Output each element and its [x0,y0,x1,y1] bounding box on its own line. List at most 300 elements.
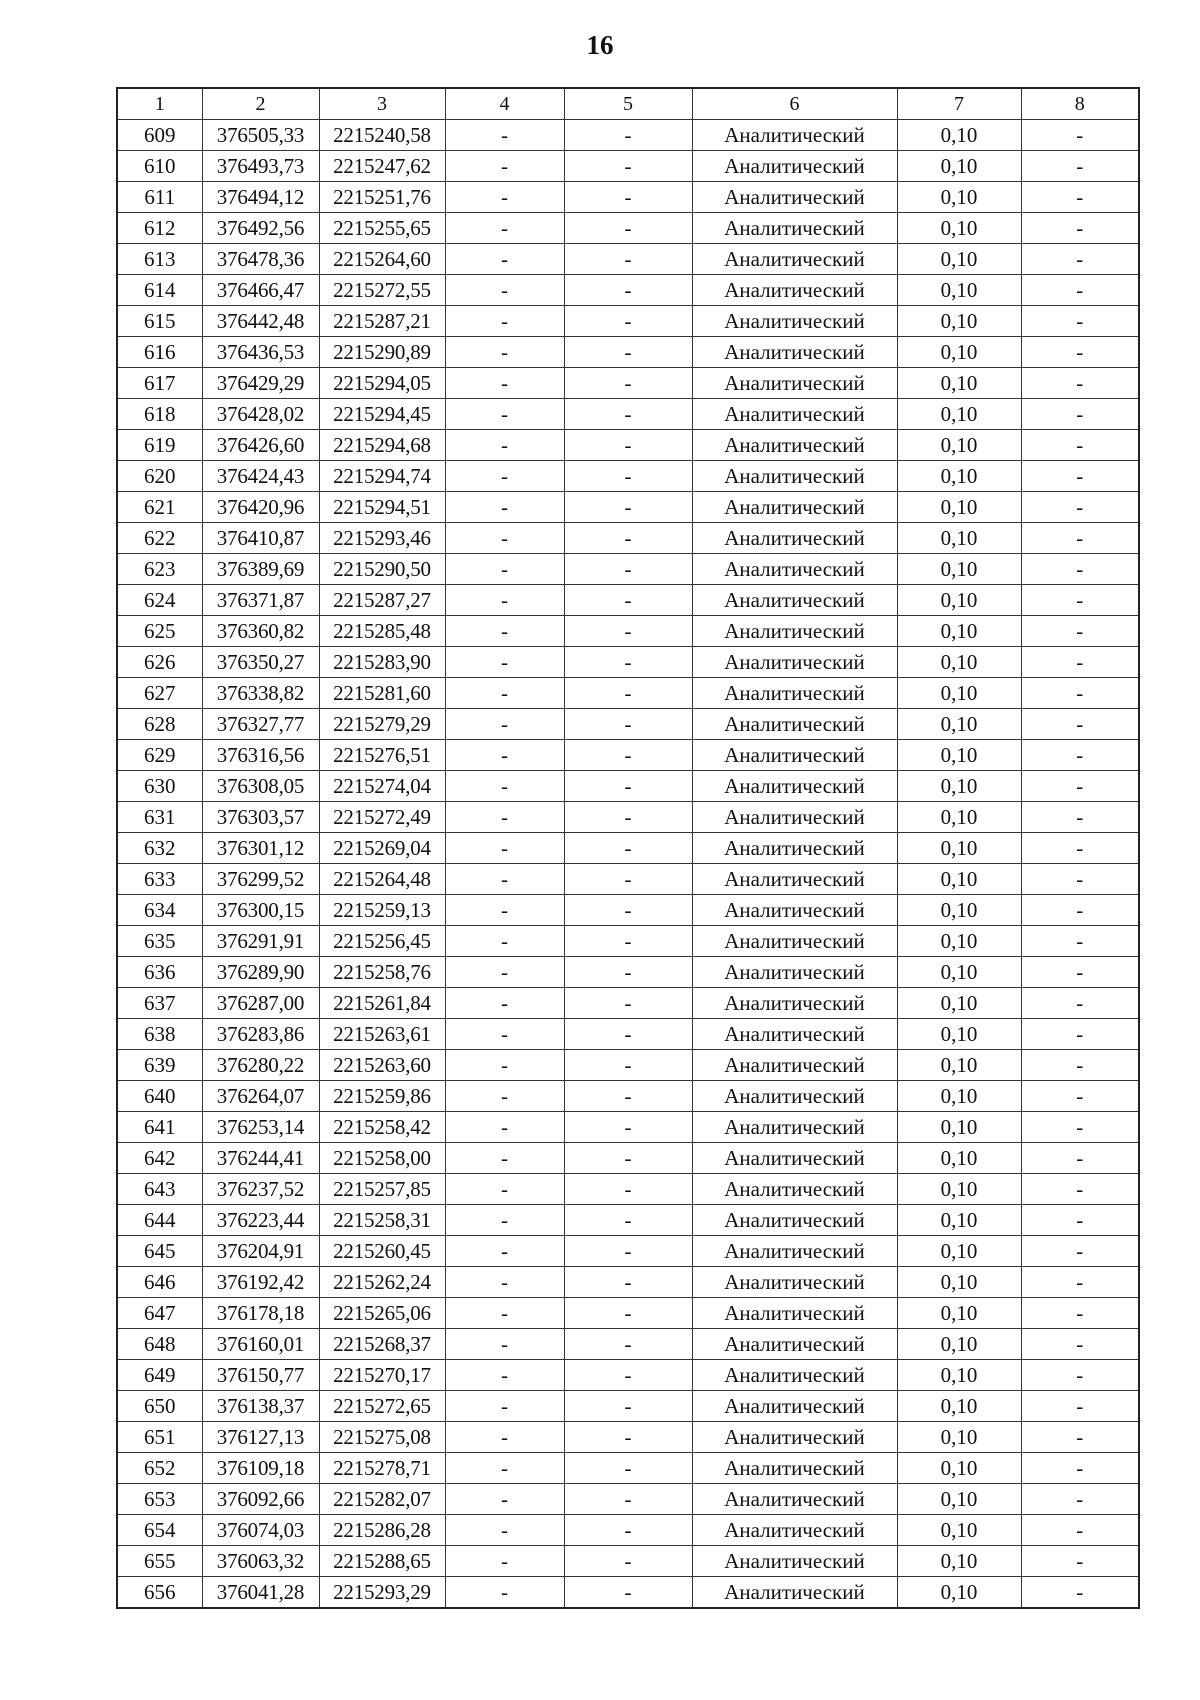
table-cell-col-7: 0,10 [897,1081,1021,1112]
table-cell-col-3: 2215276,51 [319,740,445,771]
table-cell-col-5: - [564,213,692,244]
table-cell-col-1: 651 [117,1422,202,1453]
table-header [117,88,1139,120]
table-cell-col-5: - [564,244,692,275]
table-row [117,647,1139,678]
table-cell-col-8: - [1021,554,1139,585]
table-cell-col-8: - [1021,337,1139,368]
table-cell-col-7: 0,10 [897,1236,1021,1267]
table-cell-col-7: 0,10 [897,1484,1021,1515]
table-row [117,1112,1139,1143]
header-cell-8: 8 [1021,88,1139,120]
table-cell-col-4: - [445,709,564,740]
table-cell-col-7: 0,10 [897,120,1021,151]
table-cell-col-7: 0,10 [897,399,1021,430]
table-cell-col-4: - [445,895,564,926]
table-cell-col-8: - [1021,740,1139,771]
table-cell-col-7: 0,10 [897,461,1021,492]
table-cell-col-8: - [1021,151,1139,182]
table-cell-col-4: - [445,1360,564,1391]
table-row [117,337,1139,368]
table-cell-col-1: 641 [117,1112,202,1143]
table-cell-col-3: 2215258,00 [319,1143,445,1174]
table-cell-col-3: 2215293,29 [319,1577,445,1609]
table-row [117,399,1139,430]
table-row [117,523,1139,554]
table-cell-col-5: - [564,1267,692,1298]
table-cell-col-3: 2215264,60 [319,244,445,275]
table-cell-col-1: 615 [117,306,202,337]
table-cell-col-4: - [445,1143,564,1174]
table-cell-col-2: 376428,02 [202,399,319,430]
table-cell-col-5: - [564,151,692,182]
table-cell-col-8: - [1021,368,1139,399]
table-cell-col-3: 2215294,68 [319,430,445,461]
table-cell-col-5: - [564,1143,692,1174]
table-row [117,616,1139,647]
table-cell-col-8: - [1021,1515,1139,1546]
table-cell-col-3: 2215288,65 [319,1546,445,1577]
table-row [117,740,1139,771]
table-cell-col-5: - [564,1081,692,1112]
table-cell-col-5: - [564,554,692,585]
table-cell-col-5: - [564,1236,692,1267]
table-cell-col-3: 2215279,29 [319,709,445,740]
table-cell-col-8: - [1021,926,1139,957]
table-cell-col-7: 0,10 [897,213,1021,244]
table-cell-col-3: 2215261,84 [319,988,445,1019]
table-cell-col-5: - [564,926,692,957]
table-cell-col-4: - [445,1391,564,1422]
header-cell-6: 6 [692,88,897,120]
table-cell-col-3: 2215274,04 [319,771,445,802]
table-cell-col-6: Аналитический [692,1081,897,1112]
table-cell-col-8: - [1021,864,1139,895]
table-cell-col-3: 2215247,62 [319,151,445,182]
table-cell-col-6: Аналитический [692,1546,897,1577]
table-cell-col-2: 376505,33 [202,120,319,151]
table-cell-col-6: Аналитический [692,399,897,430]
table-cell-col-4: - [445,864,564,895]
table-cell-col-8: - [1021,1174,1139,1205]
table-row [117,1143,1139,1174]
table-cell-col-1: 652 [117,1453,202,1484]
table-row [117,1577,1139,1609]
table-cell-col-4: - [445,1236,564,1267]
table-cell-col-4: - [445,1515,564,1546]
table-cell-col-1: 620 [117,461,202,492]
table-cell-col-6: Аналитический [692,988,897,1019]
table-cell-col-2: 376429,29 [202,368,319,399]
table-cell-col-7: 0,10 [897,1391,1021,1422]
table-cell-col-6: Аналитический [692,492,897,523]
table-cell-col-1: 626 [117,647,202,678]
table-row [117,244,1139,275]
table-cell-col-6: Аналитический [692,616,897,647]
table-cell-col-1: 635 [117,926,202,957]
table-cell-col-6: Аналитический [692,430,897,461]
table-cell-col-4: - [445,616,564,647]
table-cell-col-1: 645 [117,1236,202,1267]
table-cell-col-6: Аналитический [692,306,897,337]
table-cell-col-3: 2215259,86 [319,1081,445,1112]
table-cell-col-6: Аналитический [692,771,897,802]
table-cell-col-5: - [564,430,692,461]
table-cell-col-7: 0,10 [897,275,1021,306]
table-row [117,988,1139,1019]
table-cell-col-8: - [1021,1298,1139,1329]
table-cell-col-6: Аналитический [692,802,897,833]
table-cell-col-6: Аналитический [692,1453,897,1484]
table-cell-col-8: - [1021,1453,1139,1484]
table-cell-col-6: Аналитический [692,647,897,678]
table-cell-col-3: 2215290,89 [319,337,445,368]
table-cell-col-2: 376041,28 [202,1577,319,1609]
table-cell-col-8: - [1021,585,1139,616]
table-cell-col-3: 2215294,45 [319,399,445,430]
table-cell-col-1: 618 [117,399,202,430]
table-cell-col-6: Аналитический [692,1515,897,1546]
table-cell-col-6: Аналитический [692,1484,897,1515]
table-cell-col-8: - [1021,1236,1139,1267]
table-cell-col-1: 621 [117,492,202,523]
table-cell-col-8: - [1021,895,1139,926]
table-cell-col-2: 376300,15 [202,895,319,926]
table-cell-col-1: 627 [117,678,202,709]
table-cell-col-3: 2215294,51 [319,492,445,523]
table-cell-col-4: - [445,1329,564,1360]
table-cell-col-6: Аналитический [692,1577,897,1609]
table-cell-col-8: - [1021,523,1139,554]
table-cell-col-4: - [445,337,564,368]
table-cell-col-3: 2215258,42 [319,1112,445,1143]
table-cell-col-1: 653 [117,1484,202,1515]
table-cell-col-5: - [564,988,692,1019]
table-cell-col-5: - [564,802,692,833]
header-cell-1: 1 [117,88,202,120]
table-cell-col-3: 2215255,65 [319,213,445,244]
table-cell-col-4: - [445,492,564,523]
table-cell-col-8: - [1021,492,1139,523]
table-cell-col-7: 0,10 [897,182,1021,213]
table-cell-col-6: Аналитический [692,585,897,616]
table-cell-col-1: 619 [117,430,202,461]
table-cell-col-1: 648 [117,1329,202,1360]
table-row [117,895,1139,926]
table-row [117,585,1139,616]
table-cell-col-8: - [1021,1143,1139,1174]
table-cell-col-2: 376264,07 [202,1081,319,1112]
table-cell-col-7: 0,10 [897,337,1021,368]
table-cell-col-1: 623 [117,554,202,585]
table-cell-col-7: 0,10 [897,151,1021,182]
table-row [117,802,1139,833]
table-cell-col-3: 2215258,76 [319,957,445,988]
table-cell-col-7: 0,10 [897,678,1021,709]
table-cell-col-7: 0,10 [897,709,1021,740]
table-cell-col-6: Аналитический [692,461,897,492]
table-cell-col-2: 376420,96 [202,492,319,523]
table-cell-col-8: - [1021,1112,1139,1143]
table-cell-col-8: - [1021,182,1139,213]
table-cell-col-8: - [1021,1360,1139,1391]
table-cell-col-6: Аналитический [692,926,897,957]
table-cell-col-4: - [445,399,564,430]
table-cell-col-4: - [445,120,564,151]
table-cell-col-4: - [445,1050,564,1081]
table-cell-col-1: 631 [117,802,202,833]
table-cell-col-4: - [445,1081,564,1112]
table-cell-col-2: 376436,53 [202,337,319,368]
table-cell-col-3: 2215272,65 [319,1391,445,1422]
table-cell-col-6: Аналитический [692,833,897,864]
table-cell-col-2: 376192,42 [202,1267,319,1298]
table-cell-col-7: 0,10 [897,492,1021,523]
table-cell-col-7: 0,10 [897,771,1021,802]
table-cell-col-5: - [564,1453,692,1484]
table-cell-col-5: - [564,1050,692,1081]
table-cell-col-4: - [445,957,564,988]
table-cell-col-5: - [564,864,692,895]
table-cell-col-8: - [1021,1329,1139,1360]
table-row [117,1360,1139,1391]
table-cell-col-7: 0,10 [897,616,1021,647]
table-row [117,1422,1139,1453]
table-cell-col-5: - [564,461,692,492]
table-cell-col-2: 376494,12 [202,182,319,213]
table-cell-col-1: 639 [117,1050,202,1081]
table-cell-col-2: 376178,18 [202,1298,319,1329]
table-cell-col-8: - [1021,771,1139,802]
table-cell-col-6: Аналитический [692,957,897,988]
table-cell-col-6: Аналитический [692,1174,897,1205]
table-cell-col-1: 647 [117,1298,202,1329]
table-cell-col-8: - [1021,709,1139,740]
table-cell-col-4: - [445,430,564,461]
table-cell-col-1: 655 [117,1546,202,1577]
table-cell-col-6: Аналитический [692,554,897,585]
table-cell-col-3: 2215272,49 [319,802,445,833]
table-cell-col-2: 376492,56 [202,213,319,244]
table-cell-col-7: 0,10 [897,926,1021,957]
table-cell-col-3: 2215269,04 [319,833,445,864]
table-cell-col-4: - [445,585,564,616]
table-cell-col-8: - [1021,1391,1139,1422]
table-cell-col-5: - [564,895,692,926]
table-cell-col-5: - [564,492,692,523]
table-cell-col-6: Аналитический [692,1050,897,1081]
table-cell-col-4: - [445,461,564,492]
table-cell-col-7: 0,10 [897,1360,1021,1391]
table-cell-col-7: 0,10 [897,585,1021,616]
header-cell-4: 4 [445,88,564,120]
header-row [117,88,1139,120]
table-cell-col-7: 0,10 [897,864,1021,895]
table-cell-col-2: 376299,52 [202,864,319,895]
table-row [117,1081,1139,1112]
table-cell-col-4: - [445,1484,564,1515]
table-cell-col-8: - [1021,802,1139,833]
table-cell-col-6: Аналитический [692,1391,897,1422]
table-cell-col-2: 376442,48 [202,306,319,337]
table-row [117,771,1139,802]
table-cell-col-6: Аналитический [692,1143,897,1174]
table-cell-col-1: 624 [117,585,202,616]
table-row [117,1174,1139,1205]
table-cell-col-2: 376160,01 [202,1329,319,1360]
table-cell-col-8: - [1021,120,1139,151]
table-cell-col-6: Аналитический [692,1360,897,1391]
table-cell-col-1: 612 [117,213,202,244]
page-number: 16 [586,30,614,60]
table-cell-col-5: - [564,1298,692,1329]
table-cell-col-3: 2215264,48 [319,864,445,895]
table-cell-col-6: Аналитический [692,740,897,771]
header-cell-5: 5 [564,88,692,120]
table-cell-col-5: - [564,337,692,368]
table-cell-col-8: - [1021,1422,1139,1453]
table-cell-col-3: 2215287,27 [319,585,445,616]
table-cell-col-2: 376350,27 [202,647,319,678]
table-cell-col-1: 654 [117,1515,202,1546]
table-cell-col-1: 611 [117,182,202,213]
table-cell-col-1: 617 [117,368,202,399]
table-cell-col-7: 0,10 [897,895,1021,926]
table-row [117,275,1139,306]
table-cell-col-2: 376426,60 [202,430,319,461]
table-cell-col-6: Аналитический [692,1422,897,1453]
table-row [117,1050,1139,1081]
table-cell-col-3: 2215278,71 [319,1453,445,1484]
table-row [117,461,1139,492]
table-cell-col-5: - [564,678,692,709]
table-cell-col-6: Аналитический [692,275,897,306]
table-cell-col-6: Аналитический [692,244,897,275]
table-cell-col-1: 609 [117,120,202,151]
table-cell-col-2: 376303,57 [202,802,319,833]
table-cell-col-7: 0,10 [897,1422,1021,1453]
table-cell-col-6: Аналитический [692,368,897,399]
header-cell-7: 7 [897,88,1021,120]
table-cell-col-4: - [445,802,564,833]
table-cell-col-7: 0,10 [897,988,1021,1019]
table-cell-col-1: 638 [117,1019,202,1050]
table-cell-col-2: 376410,87 [202,523,319,554]
table-cell-col-2: 376283,86 [202,1019,319,1050]
table-cell-col-1: 650 [117,1391,202,1422]
table-row [117,1484,1139,1515]
table-cell-col-2: 376466,47 [202,275,319,306]
table-row [117,554,1139,585]
table-cell-col-2: 376287,00 [202,988,319,1019]
table-cell-col-6: Аналитический [692,120,897,151]
table-row [117,492,1139,523]
table-row [117,1298,1139,1329]
table-cell-col-6: Аналитический [692,1112,897,1143]
table-cell-col-7: 0,10 [897,1515,1021,1546]
table-cell-col-4: - [445,368,564,399]
table-cell-col-8: - [1021,244,1139,275]
table-cell-col-6: Аналитический [692,1019,897,1050]
table-cell-col-4: - [445,1112,564,1143]
table-cell-col-6: Аналитический [692,337,897,368]
table-cell-col-4: - [445,1267,564,1298]
table-cell-col-2: 376289,90 [202,957,319,988]
table-cell-col-5: - [564,1019,692,1050]
table-cell-col-1: 640 [117,1081,202,1112]
table-cell-col-3: 2215258,31 [319,1205,445,1236]
table-cell-col-5: - [564,120,692,151]
table-cell-col-3: 2215294,05 [319,368,445,399]
table-cell-col-2: 376237,52 [202,1174,319,1205]
table-cell-col-2: 376316,56 [202,740,319,771]
table-cell-col-1: 636 [117,957,202,988]
table-cell-col-7: 0,10 [897,1453,1021,1484]
table-cell-col-1: 630 [117,771,202,802]
table-row [117,368,1139,399]
table-cell-col-2: 376493,73 [202,151,319,182]
table-cell-col-8: - [1021,430,1139,461]
table-row [117,864,1139,895]
header-cell-2: 2 [202,88,319,120]
table-cell-col-6: Аналитический [692,864,897,895]
table-cell-col-3: 2215262,24 [319,1267,445,1298]
table-cell-col-2: 376389,69 [202,554,319,585]
table-cell-col-5: - [564,740,692,771]
table-cell-col-2: 376478,36 [202,244,319,275]
table-cell-col-8: - [1021,461,1139,492]
table-cell-col-1: 633 [117,864,202,895]
table-cell-col-1: 614 [117,275,202,306]
table-cell-col-7: 0,10 [897,244,1021,275]
table-row [117,1546,1139,1577]
table-cell-col-8: - [1021,988,1139,1019]
table-row [117,1391,1139,1422]
table-cell-col-3: 2215270,17 [319,1360,445,1391]
table-row [117,430,1139,461]
table-cell-col-6: Аналитический [692,182,897,213]
table-row [117,926,1139,957]
table-cell-col-3: 2215259,13 [319,895,445,926]
table-cell-col-7: 0,10 [897,554,1021,585]
table-cell-col-5: - [564,1515,692,1546]
table-cell-col-3: 2215268,37 [319,1329,445,1360]
table-cell-col-2: 376138,37 [202,1391,319,1422]
table-cell-col-2: 376280,22 [202,1050,319,1081]
table-cell-col-3: 2215286,28 [319,1515,445,1546]
table-cell-col-8: - [1021,1050,1139,1081]
table-cell-col-8: - [1021,1205,1139,1236]
table-cell-col-8: - [1021,678,1139,709]
table-cell-col-2: 376291,91 [202,926,319,957]
coordinates-table [116,87,1140,1609]
table-cell-col-6: Аналитический [692,213,897,244]
table-cell-col-2: 376127,13 [202,1422,319,1453]
table-cell-col-5: - [564,1329,692,1360]
table-cell-col-8: - [1021,1081,1139,1112]
table-cell-col-1: 610 [117,151,202,182]
table-cell-col-8: - [1021,833,1139,864]
table-cell-col-7: 0,10 [897,1174,1021,1205]
table-cell-col-4: - [445,554,564,585]
table-cell-col-8: - [1021,275,1139,306]
header-cell-3: 3 [319,88,445,120]
table-cell-col-2: 376109,18 [202,1453,319,1484]
table-cell-col-4: - [445,182,564,213]
table-cell-col-2: 376244,41 [202,1143,319,1174]
table-cell-col-4: - [445,1577,564,1609]
table-cell-col-8: - [1021,306,1139,337]
